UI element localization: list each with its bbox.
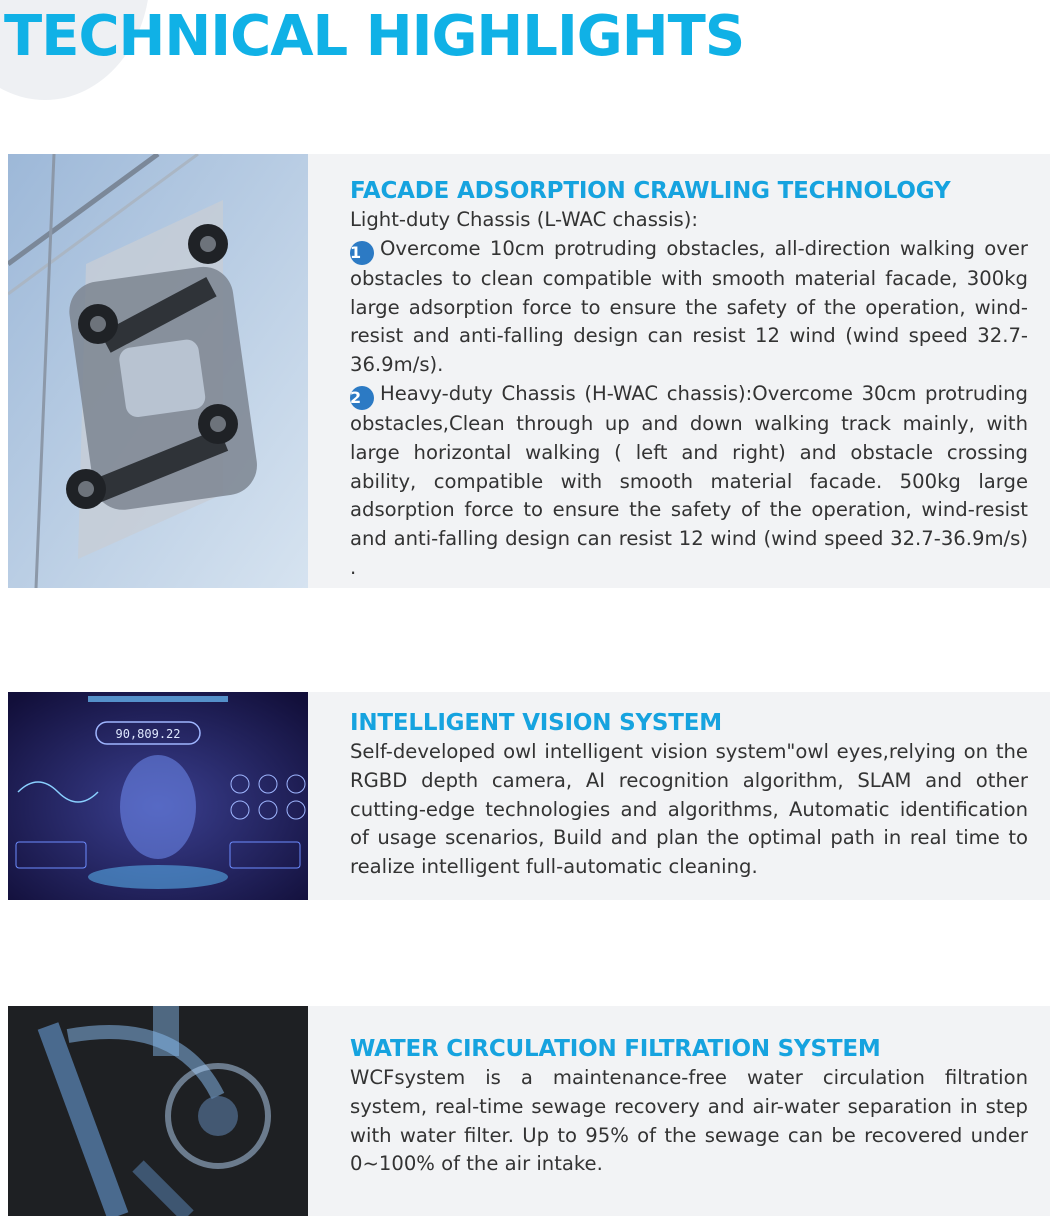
ai-vision-dashboard-image [8,692,308,900]
page-title: TECHNICAL HIGHLIGHTS [4,4,745,69]
list-item-text: Heavy-duty Chassis (H-WAC chassis):Overcome 30cm protruding obstacles,Clean through up and down walking track mainly, with large horizontal walking ( left and right) and obstacle crossing ability, compatible with smooth material facade. 500kg large adsorption force to ensure the safety of the operation, wind-resist and anti-falling design can resist 12 wind (wind speed 32.7-36.9m/s) . [350,381,1028,579]
section-title: INTELLIGENT VISION SYSTEM [350,710,722,736]
list-item [350,235,1028,380]
filtration-text-block [350,1034,1028,1179]
wall-climbing-robot-image [8,154,308,588]
list-item-text: Overcome 10cm protruding obstacles, all-direction walking over obstacles to clean compatible with smooth material facade, 300kg large adsorption force to ensure the safety of the operation, wind-resist and anti-falling design can resist 12 wind (wind speed 32.7-36.9m/s). [350,236,1028,377]
vision-system-section [8,692,1050,900]
section-title: FACADE ADSORPTION CRAWLING TECHNOLOGY [350,178,951,204]
section-title: WATER CIRCULATION FILTRATION SYSTEM [350,1036,881,1062]
section-body: WCFsystem is a maintenance-free water circulation filtration system, real-time sewage recovery and air-water separation in step with water filter. Up to 95% of the sewage can be recovered under 0~100% of the air intake. [350,1066,1028,1176]
water-filtration-xray-image [8,1006,308,1216]
list-item [350,380,1028,583]
vision-text-block [350,708,1028,882]
facade-adsorption-section [8,154,1050,588]
number-badge-icon: 1 [350,241,374,265]
section-body [350,206,1028,583]
water-filtration-section [8,1006,1050,1216]
dashboard-readout: 90,809.22 [115,727,181,741]
section-body: Self-developed owl intelligent vision system"owl eyes,relying on the RGBD depth camera, AI recognition algorithm, SLAM and other cutting-edge technologies and algorithms, Automatic identification of usage scenarios, Build and plan the optimal path in real time to realize intelligent full-automatic cleaning. [350,740,1028,879]
facade-text-block [350,176,1028,583]
number-badge-icon: 2 [350,386,374,410]
chassis-subtitle: Light-duty Chassis (L-WAC chassis): [350,208,699,231]
